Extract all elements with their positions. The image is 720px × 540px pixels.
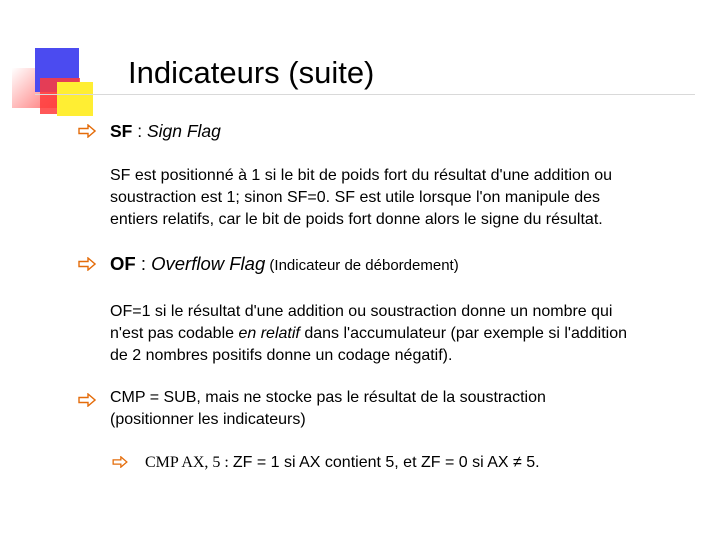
item-sf-description	[110, 165, 612, 231]
item-of-subtitle: (Indicateur de débordement)	[265, 257, 459, 274]
item-cmp-heading	[110, 387, 546, 431]
item-of-name: Overflow Flag	[151, 253, 266, 274]
slide-title: Indicateurs (suite)	[128, 54, 375, 90]
item-of-line: de 2 nombres positifs donne un codage négatif).	[110, 347, 453, 364]
title-divider	[35, 94, 695, 95]
outline-arrow-right-icon	[112, 456, 128, 468]
item-of-description	[110, 301, 627, 367]
item-sf-abbr: SF	[110, 121, 133, 141]
item-of-line2-italic: en relatif	[238, 325, 300, 342]
cmp-explanation: ZF = 1 si AX contient 5, et ZF = 0 si AX ≠ 5.	[232, 454, 540, 471]
item-sf-line: SF est positionné à 1 si le bit de poids fort du résultat d'une addition ou	[110, 167, 613, 184]
cmp-instruction: CMP AX, 5 :	[145, 454, 233, 471]
outline-arrow-right-icon	[78, 257, 96, 271]
decor-yellow-square	[57, 82, 93, 116]
item-sf-line: entiers relatifs, car le bit de poids fort donne alors le signe du résultat.	[110, 211, 603, 228]
outline-arrow-right-icon	[78, 393, 96, 407]
item-of-abbr: OF	[110, 253, 136, 274]
outline-arrow-right-icon	[78, 124, 96, 138]
item-of-heading	[110, 252, 459, 278]
item-sf-sep: :	[132, 121, 147, 141]
item-of-line2-rest: dans l'accumulateur (par exemple si l'addition	[304, 325, 628, 342]
item-of-line: OF=1 si le résultat d'une addition ou soustraction donne un nombre qui	[110, 303, 613, 320]
item-sf-name: Sign Flag	[146, 121, 221, 141]
item-cmp-example	[145, 452, 540, 474]
item-cmp-line: CMP = SUB, mais ne stocke pas le résultat de la soustraction	[110, 389, 546, 406]
item-cmp-line: (positionner les indicateurs)	[110, 411, 306, 428]
item-sf-line: soustraction est 1; sinon SF=0. SF est utile lorsque l'on manipule des	[110, 189, 600, 206]
item-of-line2-prefix: n'est pas codable	[110, 325, 239, 342]
item-of-sep: :	[135, 253, 152, 274]
item-sf-heading	[110, 120, 221, 142]
item-of-line	[110, 323, 627, 345]
